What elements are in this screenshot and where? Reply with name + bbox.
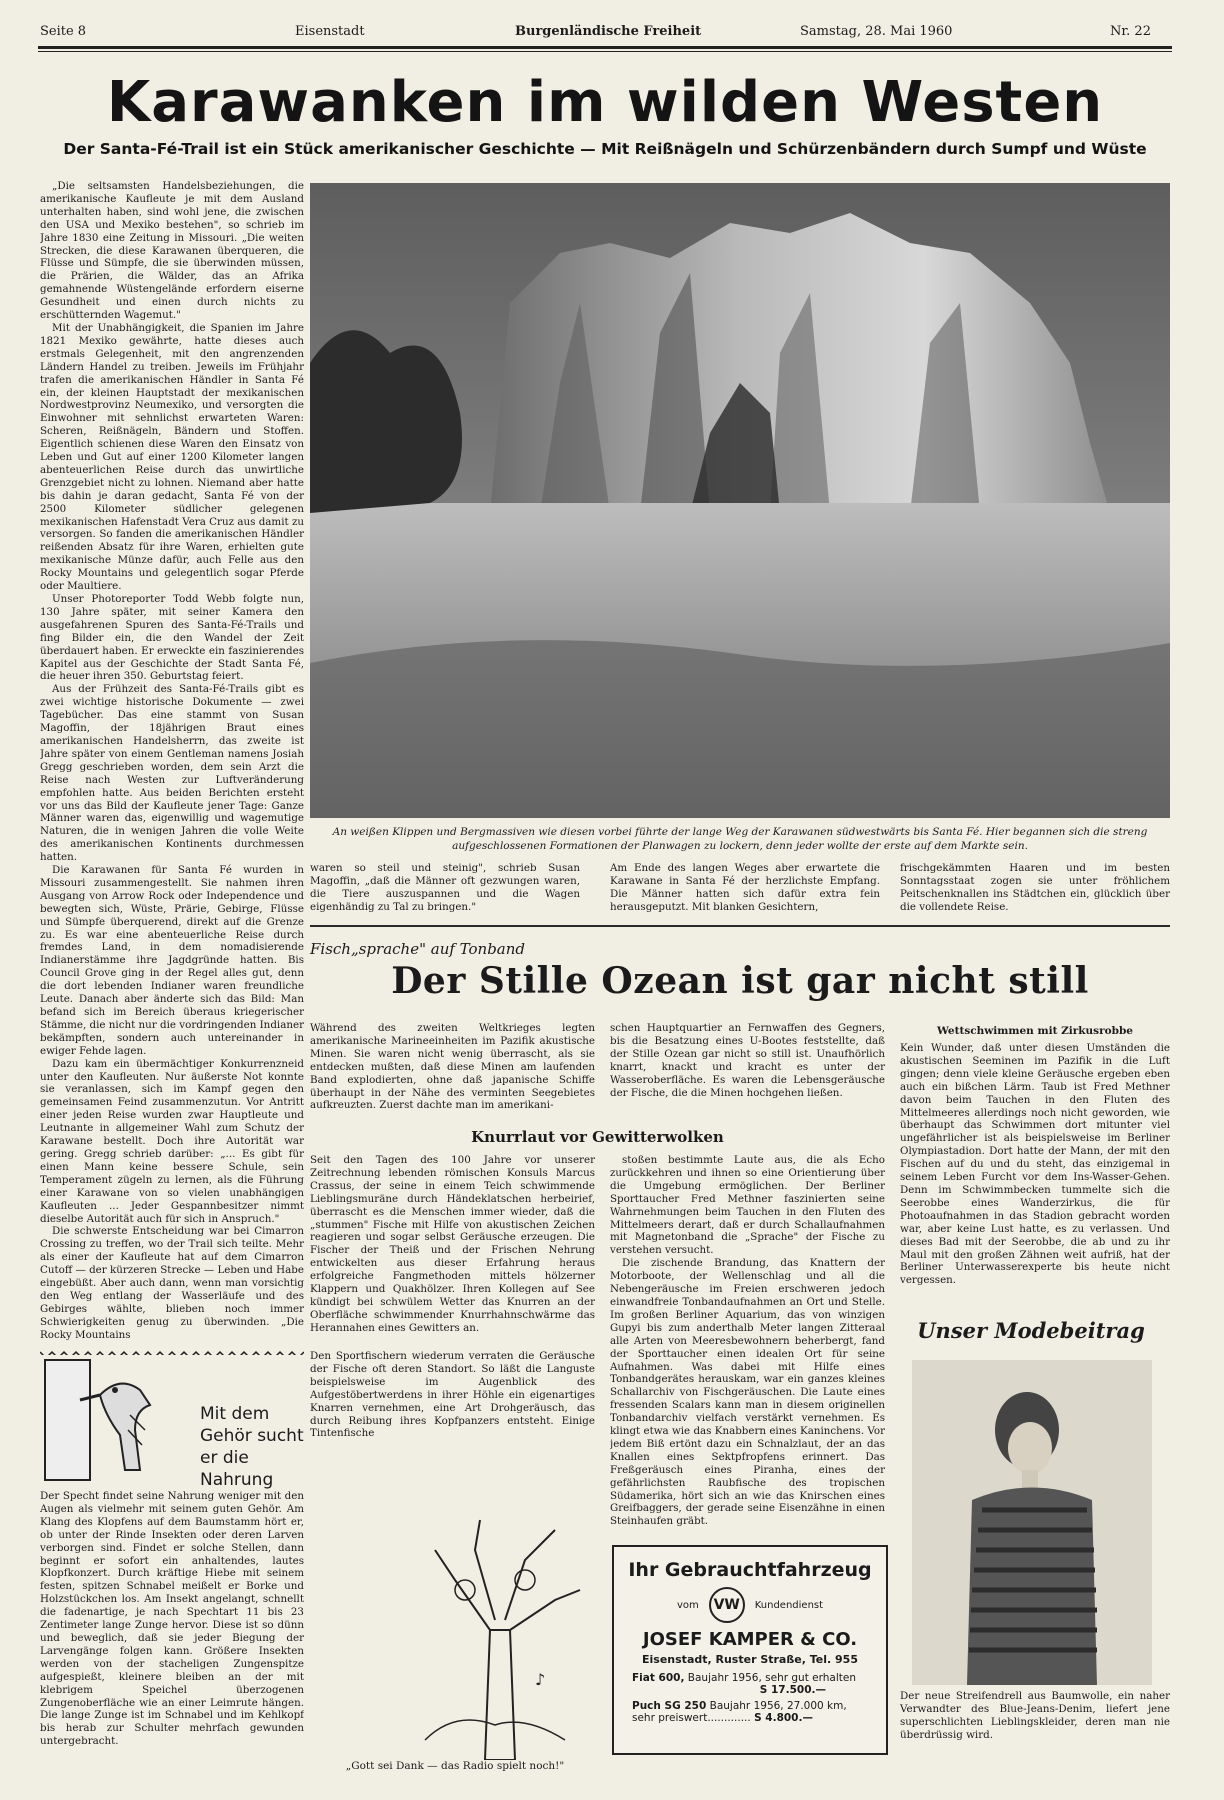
svg-text:♪: ♪ xyxy=(535,1670,546,1689)
cartoon-caption: „Gott sei Dank — das Radio spielt noch!" xyxy=(345,1760,565,1772)
ad-address: Eisenstadt, Ruster Straße, Tel. 955 xyxy=(642,1653,858,1666)
car-dealer-ad xyxy=(612,1545,888,1755)
article-continuation-3: frischgekämmten Haaren und im besten Sonntagsstaat zogen sie unter fröhlichem Peitschenknallen ins Städtchen ein, glücklich über die vollendete Reise. xyxy=(900,862,1170,913)
paragraph: stoßen bestimmte Laute aus, die als Echo zurückkehren und ihnen so eine Orientierung über die Umgebung ermöglichen. Der Berliner Sporttaucher Fred Methner faszinierten seine Wahrnehmungen beim Tauchen in den Fluten des Mittelmeers derart, daß er durch Schallaufnahmen mit Magnetonband die „Sprache" der Fische zu verstehen versucht. xyxy=(610,1154,885,1257)
ad-offer2-text: Baujahr 1956, 27.000 km, xyxy=(709,1700,847,1712)
city-name: Eisenstadt xyxy=(295,24,365,39)
fashion-photo xyxy=(912,1360,1152,1685)
woodpecker-title-line: Nahrung xyxy=(200,1470,274,1490)
article2-paragraph-2: schen Hauptquartier an Fernwaffen des Gegners, bis die Besatzung eines U-Bootes feststellte, daß der Stille Ozean gar nicht so still ist. Unaufhörlich knarrt, knackt und kracht es unter der Wasseroberfläche. Es waren die Lebensgeräusche der Fische, die die Minen hochgehen ließen. xyxy=(610,1022,885,1099)
article2-paragraph-5-6 xyxy=(610,1154,885,1534)
paragraph: Die Karawanen für Santa Fé wurden in Missouri zusammengestellt. Sie nahmen ihren Ausgang von Arrow Rock oder Independence und bewegten sich, Wüste, Prärie, Gebirge, Flüsse und Sümpfe überquerend, direkt auf die Grenze zu. Es war eine abenteuerliche Reise durch fremdes Land, in dem nomadisierende Indianerstämme ihre Jagdgründe hatten. Bis Council Grove ging in der Regel alles gut, denn die dort lebenden Indianer waren freundliche Leute. Danach aber änderte sich das Bild: Man befand sich im Bereich überaus kriegerischer Stämme, die nicht nur die vordringenden Indianer bekämpften, sondern auch untereinander in ewiger Fehde lagen. xyxy=(40,864,304,1057)
article2-sidebar-subheading: Wettschwimmen mit Zirkusrobbe xyxy=(937,1025,1133,1037)
woodpecker-title xyxy=(200,1403,304,1491)
ad-offer1-price: S 17.500.— xyxy=(759,1684,826,1696)
article2-paragraph-4: Den Sportfischern wiederum verraten die Geräusche der Fische oft deren Standort. So läßt die Languste beispielsweise im Augenblick des Aufgestöbertwerdens in ihrer Höhle ein eigenartiges Knarren vernehmen, eine Art Drohgeräusch, das durch Reibung ihres Kopfpanzers entsteht. Einige Tintenfische xyxy=(310,1350,595,1440)
paragraph: Dazu kam ein übermächtiger Konkurrenzneid unter den Kaufleuten. Nur äußerste Not konnte sie veranlassen, sich im Kampf gegen den gemeinsamen Feind zusammenzutun. Vor Antritt einer jeden Reise wurden zwar Hauptleute und Leutnante in allgemeiner Wahl zum Schutz der Karawane bestellt. Doch ihre Autorität war gering. Gregg schrieb darüber: „... Es gibt für einen Mann keine bessere Schule, sein Temperament zügeln zu lernen, als die Führung einer Karawane von so vielen unabhängigen Kaufleuten ... Jeder Gespannbesitzer nimmt dieselbe Autorität auch für sich in Anspruch." xyxy=(40,1057,304,1225)
paragraph: Unser Photoreporter Todd Webb folgte nun, 130 Jahre später, mit seiner Kamera den ausgefahrenen Spuren des Santa-Fé-Trails und fing Bilder ein, die den Wandel der Zeit überdauert haben. Er erweckte ein faszinierendes Kapitel aus der Geschichte der Stadt Santa Fé, die heuer ihren 350. Geburtstag feiert. xyxy=(40,593,304,683)
main-headline: Karawanken im wilden Westen xyxy=(106,70,1104,135)
issue-number: Nr. 22 xyxy=(1110,24,1151,39)
woodpecker-icon xyxy=(40,1355,200,1483)
fashion-illustration xyxy=(912,1360,1152,1685)
page-header xyxy=(40,20,1170,48)
article-column-left xyxy=(40,180,304,1340)
fashion-title: Unser Modebeitrag xyxy=(917,1318,1145,1343)
paragraph: Aus der Frühzeit des Santa-Fé-Trails gibt es zwei wichtige historische Dokumente — zwei Tagebücher. Das eine stammt von Susan Magoffin, der 18jährigen Braut eines amerikanischen Handelsherrn, das zweite ist Jahre später von einem Gentleman namens Josiah Gregg geschrieben worden, dem sein Arzt die Reise nach Westen zur Luftveränderung empfohlen hatte. Aus beiden Berichten ersteht vor uns das Bild der Kaufleute jener Tage: Ganze Männer waren das, eigenwillig und wagemutige Naturen, die in wenigen Jahren die volle Weite des amerikanischen Kontinents durchmessen hatten. xyxy=(40,683,304,864)
article2-kicker: Fisch„sprache" auf Tonband xyxy=(310,940,526,958)
header-rule xyxy=(38,46,1172,49)
paragraph: Die zischende Brandung, das Knattern der Motorboote, der Wellenschlag und all die Nebengeräusche im Freien erschweren jedoch einwandfreie Tonbandaufnahmen an Ort und Stelle. Im großen Berliner Aquarium, das von winzigen Gupyi bis zum anderthalb Meter langen Zitteraal alle Arten von Meeresbewohnern beherbergt, fand der Sporttaucher einen idealen Ort für seine Aufnahmen. Was dabei mit Hilfe eines Tonbandgerätes herauskam, war ein ganzes kleines Schallarchiv von Fischgeräuschen. Die Laute eines fressenden Scalars kann man in diesem originellen Tonbandarchiv vielfach verstärkt vernehmen. Es klingt etwa wie das Knabbern eines Kaninchens. Vor jedem Biß ertönt dazu ein Schnalzlaut, der an das Knallen eines Sektpfropfens erinnert. Das Freßgeräusch eines Piranha, eines der gefährlichsten Raubfische des tropischen Südamerika, hört sich an wie das Knirschen eines Greifbaggers, der gerade seine Eisenzähne in einen Steinhaufen gräbt. xyxy=(610,1257,885,1528)
woodpecker-title-line: er die xyxy=(200,1448,249,1468)
article2-paragraph-3: Seit den Tagen des 100 Jahre vor unserer Zeitrechnung lebenden römischen Konsuls Marcus Crassus, der seine in einem Teich schwimmende Lieblingsmuräne durch Händeklatschen herbeirief, überrascht es die Menschen immer wieder, daß die „stummen" Fische mit Hilfe von akustischen Zeichen reagieren und sogar selbst Geräusche erzeugen. Die Fischer der Theiß und der Frischen Nehrung entwickelten aus dieser Erfahrung heraus erfolgreiche Fangmethoden mittels hölzerner Klappern und Quakhölzer. Ihren Kollegen auf See kündigt bei schwülem Wetter das Knurren an der Oberfläche schwimmender Knurrhahnschwärme das Herannahen eines Gewitters an. xyxy=(310,1154,595,1334)
paragraph: Mit der Unabhängigkeit, die Spanien im Jahre 1821 Mexiko gewährte, hatte dieses auch erstmals Gelegenheit, mit den angrenzenden Ländern Handel zu treiben. Jeweils im Frühjahr trafen die amerikanischen Händler in Santa Fé ein, der kleinen Hauptstadt der mexikanischen Nordwestprovinz Neumexiko, und versorgten die Einwohner mit sehnlichst erwarteten Waren: Scheren, Reißnägeln, Bändern und Stoffen. Eigentlich schienen diese Waren den Einsatz von Leben und Gut auf einer 1200 Kilometer langen abenteuerlichen Reise durch das unwirtliche Grenzgebiet nicht zu lohnen. Niemand aber hatte bis dahin je daran gedacht, Santa Fé von der 2500 Kilometer südlicher gelegenen mexikanischen Hafenstadt Vera Cruz aus damit zu versorgen. So fanden die amerikanischen Händler reißenden Absatz für ihre Waren, erhielten gute mexikanische Münze dafür, auch Felle aus den Rocky Mountains und gelegentlich sogar Pferde oder Maultiere. xyxy=(40,321,304,593)
canyon-photo xyxy=(310,183,1170,818)
page-number: Seite 8 xyxy=(40,24,87,39)
ad-service: Kundendienst xyxy=(754,1599,824,1611)
article2-sidebar-paragraph: Kein Wunder, daß unter diesen Umständen die akustischen Seeminen im Pazifik in die Luft gingen; denn viele kleine Geräusche ergeben eben auch ein bißchen Lärm. Taub ist Fred Methner davon beim Tauchen in den Fluten des Mittelmeeres allerdings noch nicht geworden, wie überhaupt das Schwimmen dort mitunter viel ungefährlicher ist als beispielsweise im Berliner Olympiastadion. Dort hatte der Mann, der mit den Fischen auf du und du steht, das einzigemal in seinem Leben Furcht vor dem Ins-Wasser-Gehen. Denn im Schwimmbecken tummelte sich die Seerobbe eines Wanderzirkus, die für Photoaufnahmen in das Stadion gebracht worden war, aber keine Lust hatte, es zu verlassen. Und dieses Bad mit der Seerobbe, die ab und zu ihr Maul mit den großen Zähnen weit aufriß, hat der Berliner Unterwasserexperte bis heute nicht vergessen. xyxy=(900,1042,1170,1287)
vw-logo-icon: VW xyxy=(709,1587,745,1623)
article-continuation-1: waren so steil und steinig", schrieb Susan Magoffin, „daß die Männer oft gezwungen waren, die Tiere auszuspannen und die Wagen eigenhändig zu Tal zu bringen." xyxy=(310,862,580,913)
header-rule-thin xyxy=(38,51,1172,52)
cartoon-illustration xyxy=(415,1510,585,1760)
ad-vom: vom xyxy=(676,1599,699,1611)
photo-caption: An weißen Klippen und Bergmassiven wie diesen vorbei führte der lange Weg der Karawanen südwestwärts bis Santa Fé. Hier begannen sich die streng aufgeschlossenen Formationen der Planwagen zu lockern, denn jeder wollte der erste auf dem Markte sein. xyxy=(332,826,1148,852)
woodpecker-text: Der Specht findet seine Nahrung weniger mit den Augen als vielmehr mit seinem guten Gehör. Am Klang des Klopfens auf dem Baumstamm hört er, ob unter der Rinde Insekten oder deren Larven verborgen sind. Findet er solche Stellen, dann beginnt er sofort ein anhaltendes, lautes Klopfkonzert. Durch kräftige Hiebe mit seinem festen, spitzen Schnabel meißelt er Borke und Holzstückchen los. Am Insekt angelangt, schnellt die fadenartige, je nach Spechtart 11 bis 23 Zentimeter lange Zunge hervor. Diese ist so dünn und beweglich, daß sie jeder Biegung der Larvengänge folgen kann. Größere Insekten werden von der stacheligen Zungenspitze aufgespießt, kleinere bleiben an der mit klebrigem Speichel überzogenen Zungenoberfläche wie an einer Leimrute hängen. Die lange Zunge ist im Schnabel und im Kehlkopf bis herab zur Schulter mehrfach gewunden untergebracht. xyxy=(40,1490,304,1748)
article-continuation-2: Am Ende des langen Weges aber erwartete die Karawane in Santa Fé der herzlichste Empfang. Die Männer hatten sich dafür extra fein herausgeputzt. Mit blanken Gesichtern, xyxy=(610,862,880,913)
article2-headline: Der Stille Ozean ist gar nicht still xyxy=(391,960,1089,1002)
ad-offer2-model: Puch SG 250 xyxy=(632,1700,707,1712)
woodpecker-title-line: Gehör sucht xyxy=(200,1426,304,1446)
article2-subheading: Knurrlaut vor Gewitterwolken xyxy=(471,1128,724,1146)
main-subheadline: Der Santa-Fé-Trail ist ein Stück amerikanischer Geschichte — Mit Reißnägeln und Schürzenbändern durch Sumpf und Wüste xyxy=(63,140,1147,158)
ad-offer1-text: Baujahr 1956, sehr gut erhalten xyxy=(687,1672,856,1684)
ad-company: JOSEF KAMPER & CO. xyxy=(642,1629,858,1650)
fashion-caption: Der neue Streifendrell aus Baumwolle, ein naher Verwandter des Blue-Jeans-Denim, liefert jene superschlichten Lieblingskleider, deren man nie überdrüssig wird. xyxy=(900,1690,1170,1741)
paragraph: „Die seltsamsten Handelsbeziehungen, die amerikanische Kaufleute je mit dem Ausland unterhalten haben, sind wohl jene, die zwischen den USA und Mexiko bestehen", so schrieb im Jahre 1830 eine Zeitung in Missouri. „Die weiten Strecken, die diese Karawanen überqueren, die Flüsse und Sümpfe, die sie überwinden müssen, die Prärien, die Wälder, das an Afrika gemahnende Wüstengelände erfordern eiserne Gesundheit und einen durch nichts zu erschütternden Wagemut." xyxy=(40,180,304,322)
section-divider xyxy=(310,925,1170,927)
issue-date: Samstag, 28. Mai 1960 xyxy=(800,24,953,39)
ad-offer1-model: Fiat 600, xyxy=(632,1672,685,1684)
decorative-border xyxy=(40,1345,304,1355)
woodpecker-title-line: Mit dem xyxy=(200,1404,270,1424)
ad-offer2-label: sehr preiswert............. xyxy=(632,1712,751,1724)
cliff-illustration xyxy=(310,183,1170,818)
tree-cartoon xyxy=(415,1510,585,1760)
ad-offer2-price: S 4.800.— xyxy=(754,1712,813,1724)
paragraph: Die schwerste Entscheidung war bei Cimarron Crossing zu treffen, wo der Trail sich teilte. Mehr als einer der Kaufleute hat auf dem Cimarron Cutoff — der kürzeren Strecke — Leben und Habe eingebüßt. Aber auch dann, wenn man vorsichtig den Weg entlang der Wasserläufe und des Gebirges wählte, blieben noch immer Schwierigkeiten genug zu überwinden. „Die Rocky Mountains xyxy=(40,1225,304,1340)
newspaper-name: Burgenländische Freiheit xyxy=(515,24,702,39)
article2-paragraph-1: Während des zweiten Weltkrieges legten amerikanische Marineeinheiten im Pazifik akustische Minen. Sie waren nicht wenig überrascht, als sie entdecken mußten, daß diese Minen am laufenden Band explodierten, ohne daß japanische Schiffe überhaupt in der Nähe des verminten Seegebietes aufkreuzten. Zuerst dachte man im amerikani- xyxy=(310,1022,595,1112)
ad-title: Ihr Gebrauchtfahrzeug xyxy=(628,1559,872,1581)
